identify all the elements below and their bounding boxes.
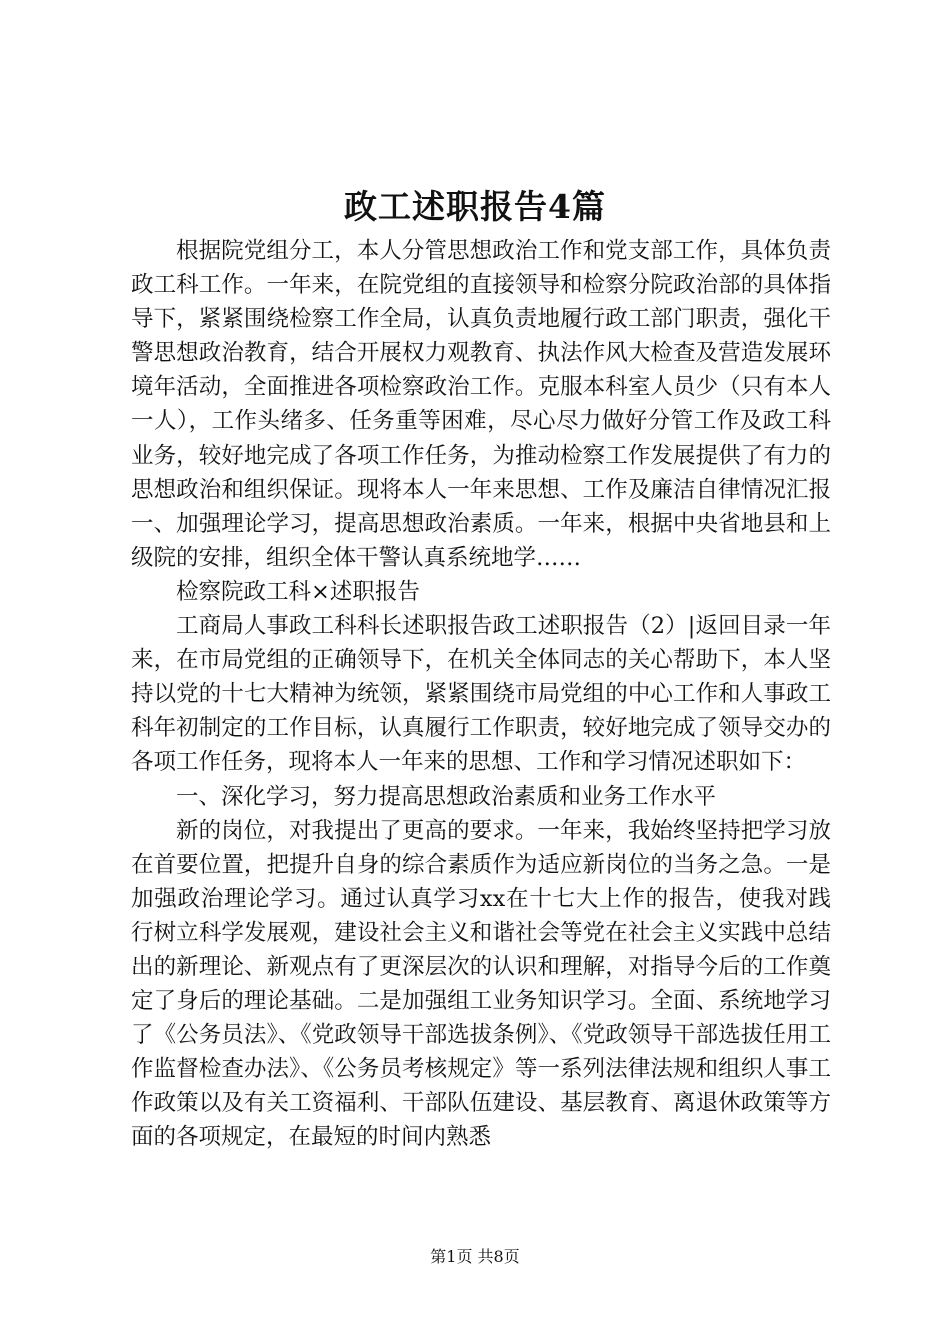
paragraph: 新的岗位，对我提出了更高的要求。一年来，我始终坚持把学习放在首要位置，把提升自身的综合素质作为适应新岗位的当务之急。一是加强政治理论学习。通过认真学习xx在十七大上作的报告，使我对践行树立科学发展观，建设社会主义和谐社会等党在社会主义实践中总结出的新理论、新观点有了更深层次的认识和理解，对指导今后的工作奠定了身后的理论基础。二是加强组工业务知识学习。全面、系统地学习了《公务员法》、《党政领导干部选拔条例》、《党政领导干部选拔任用工作监督检查办法》、《公务员考核规定》等一系列法律法规和组织人事工作政策以及有关工资福利、干部队伍建设、基层教育、离退休政策等方面的各项规定，在最短的时间内熟悉: [131, 817, 831, 1151]
paragraph: 检察院政工科×述职报告: [176, 578, 420, 605]
paragraph: 根据院党组分工，本人分管思想政治工作和党支部工作，具体负责政工科工作。一年来，在院党组的直接领导和检察分院政治部的具体指导下，紧紧围绕检察工作全局，认真负责地履行政工部门职责，强化干警思想政治教育，结合开展权力观教育、执法作风大检查及营造发展环境年活动，全面推进各项检察政治工作。克服本科室人员少（只有本人一人），工作头绪多、任务重等困难，尽心尽力做好分管工作及政工科业务，较好地完成了各项工作任务，为推动检察工作发展提供了有力的思想政治和组织保证。现将本人一年来思想、工作及廉洁自律情况汇报一、加强理论学习，提高思想政治素质。一年来，根据中央省地县和上级院的安排，组织全体干警认真系统地学……: [131, 238, 831, 571]
paragraph: 一、深化学习，努力提高思想政治素质和业务工作水平: [176, 783, 717, 810]
page-number-footer: 第1页 共8页: [430, 1247, 520, 1266]
document-body: [131, 234, 831, 1155]
paragraph: 工商局人事政工科科长述职报告政工述职报告（2）|返回目录一年来，在市局党组的正确领导下，在机关全体同志的关心帮助下，本人坚持以党的十七大精神为统领，紧紧围绕市局党组的中心工作和人事政工科年初制定的工作目标，认真履行工作职责，较好地完成了领导交办的各项工作任务，现将本人一年来的思想、工作和学习情况述职如下：: [131, 613, 831, 776]
document-title: 政工述职报告4篇: [344, 187, 606, 226]
